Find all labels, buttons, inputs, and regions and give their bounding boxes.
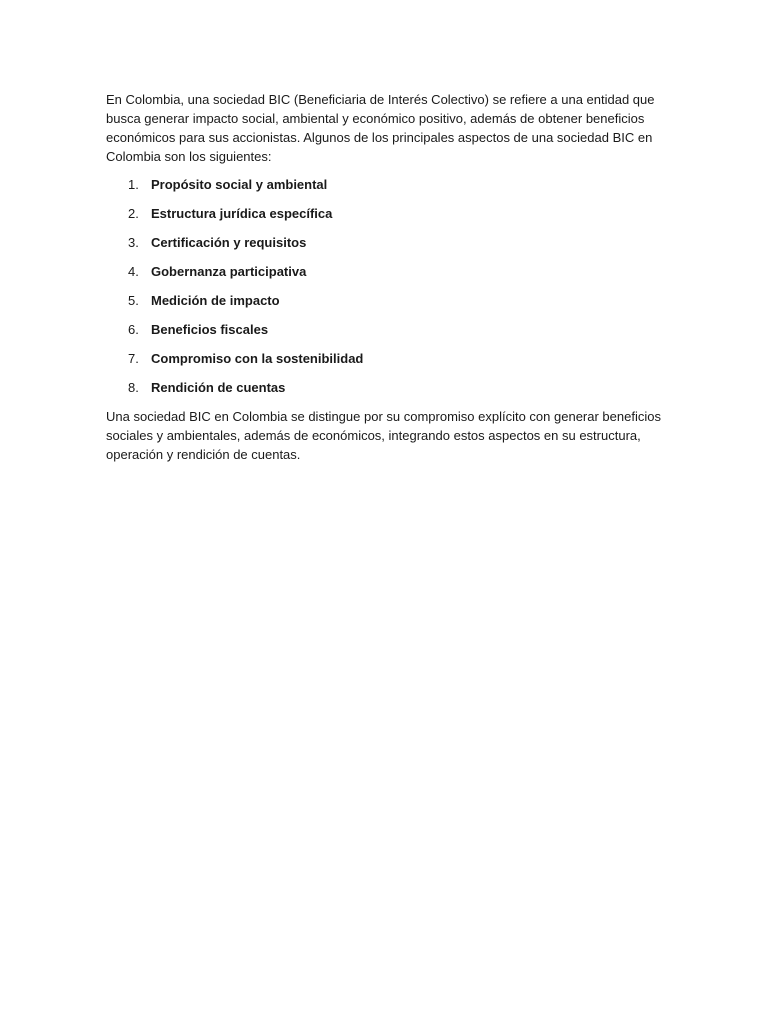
list-item-number: 5.	[128, 293, 139, 308]
list-item-text: Compromiso con la sostenibilidad	[151, 351, 364, 366]
list-item-number: 4.	[128, 264, 139, 279]
list-item-text: Propósito social y ambiental	[151, 177, 328, 192]
list-item-text: Estructura jurídica específica	[151, 206, 333, 221]
intro-paragraph: En Colombia, una sociedad BIC (Beneficiaria de Interés Colectivo) se refiere a una entidad que busca generar impacto social, ambiental y económico positivo, además de obtener beneficios económicos para sus accionistas. Algunos de los principales aspectos de una sociedad BIC en Colombia son los siguientes:	[106, 92, 655, 164]
list-item	[106, 378, 666, 407]
list-item	[106, 349, 666, 378]
list-item-text: Gobernanza participativa	[151, 264, 307, 279]
list-item-number: 1.	[128, 177, 139, 192]
list-item	[106, 320, 666, 349]
list-item	[106, 233, 666, 262]
list-item	[106, 262, 666, 291]
aspects-list	[106, 175, 666, 407]
list-item-number: 3.	[128, 235, 139, 250]
list-item-number: 7.	[128, 351, 139, 366]
list-item	[106, 175, 666, 204]
list-item-number: 6.	[128, 322, 139, 337]
list-item	[106, 204, 666, 233]
list-item-text: Beneficios fiscales	[151, 322, 269, 337]
list-item-text: Medición de impacto	[151, 293, 280, 308]
list-item-text: Rendición de cuentas	[151, 380, 286, 395]
closing-paragraph: Una sociedad BIC en Colombia se distingue por su compromiso explícito con generar beneficios sociales y ambientales, además de económicos, integrando estos aspectos en su estructura, operación y rendición de cuentas.	[106, 409, 661, 462]
list-item-number: 2.	[128, 206, 139, 221]
document-body	[106, 90, 666, 464]
list-item	[106, 291, 666, 320]
list-item-number: 8.	[128, 380, 139, 395]
list-item-text: Certificación y requisitos	[151, 235, 307, 250]
